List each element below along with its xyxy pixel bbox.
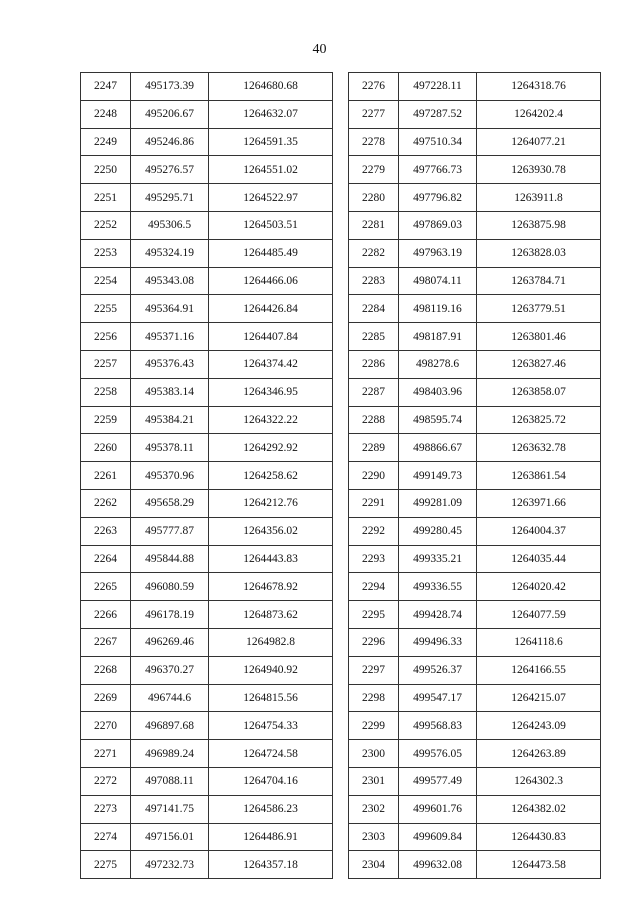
table-row [81,350,333,378]
y-coordinate-cell: 1263875.98 [477,211,601,239]
point-number-cell: 2261 [81,462,131,490]
table-row [81,767,333,795]
table-row [81,156,333,184]
table-row [349,489,601,517]
point-number-cell: 2286 [349,350,399,378]
table-row [349,851,601,879]
y-coordinate-cell: 1264982.8 [209,628,333,656]
point-number-cell: 2248 [81,100,131,128]
x-coordinate-cell: 499149.73 [399,462,477,490]
x-coordinate-cell: 496989.24 [131,740,209,768]
table-row [349,100,601,128]
y-coordinate-cell: 1264503.51 [209,211,333,239]
y-coordinate-cell: 1264374.42 [209,350,333,378]
x-coordinate-cell: 499609.84 [399,823,477,851]
point-number-cell: 2296 [349,628,399,656]
point-number-cell: 2304 [349,851,399,879]
point-number-cell: 2265 [81,573,131,601]
point-number-cell: 2275 [81,851,131,879]
point-number-cell: 2280 [349,184,399,212]
y-coordinate-cell: 1264426.84 [209,295,333,323]
table-row [81,128,333,156]
x-coordinate-cell: 495364.91 [131,295,209,323]
x-coordinate-cell: 498403.96 [399,378,477,406]
x-coordinate-cell: 498187.91 [399,323,477,351]
y-coordinate-cell: 1263858.07 [477,378,601,406]
table-row [349,406,601,434]
x-coordinate-cell: 499280.45 [399,517,477,545]
coordinate-table-left [80,72,333,879]
x-coordinate-cell: 495276.57 [131,156,209,184]
table-row [349,545,601,573]
point-number-cell: 2264 [81,545,131,573]
y-coordinate-cell: 1264322.22 [209,406,333,434]
point-number-cell: 2294 [349,573,399,601]
y-coordinate-cell: 1264586.23 [209,795,333,823]
x-coordinate-cell: 497088.11 [131,767,209,795]
table-row [81,239,333,267]
point-number-cell: 2302 [349,795,399,823]
y-coordinate-cell: 1263779.51 [477,295,601,323]
y-coordinate-cell: 1263801.46 [477,323,601,351]
x-coordinate-cell: 499336.55 [399,573,477,601]
table-row [349,573,601,601]
point-number-cell: 2267 [81,628,131,656]
x-coordinate-cell: 495173.39 [131,73,209,101]
y-coordinate-cell: 1264077.59 [477,601,601,629]
x-coordinate-cell: 495777.87 [131,517,209,545]
x-coordinate-cell: 495295.71 [131,184,209,212]
table-row [81,406,333,434]
point-number-cell: 2269 [81,684,131,712]
point-number-cell: 2258 [81,378,131,406]
point-number-cell: 2303 [349,823,399,851]
y-coordinate-cell: 1264724.58 [209,740,333,768]
point-number-cell: 2251 [81,184,131,212]
table-row [81,795,333,823]
x-coordinate-cell: 499428.74 [399,601,477,629]
x-coordinate-cell: 498119.16 [399,295,477,323]
y-coordinate-cell: 1264407.84 [209,323,333,351]
y-coordinate-cell: 1264004.37 [477,517,601,545]
point-number-cell: 2257 [81,350,131,378]
x-coordinate-cell: 495371.16 [131,323,209,351]
y-coordinate-cell: 1263825.72 [477,406,601,434]
x-coordinate-cell: 499601.76 [399,795,477,823]
y-coordinate-cell: 1264166.55 [477,656,601,684]
x-coordinate-cell: 497510.34 [399,128,477,156]
y-coordinate-cell: 1264212.76 [209,489,333,517]
table-row [81,573,333,601]
y-coordinate-cell: 1264382.02 [477,795,601,823]
table-row [81,73,333,101]
y-coordinate-cell: 1264815.56 [209,684,333,712]
x-coordinate-cell: 499335.21 [399,545,477,573]
table-row [81,740,333,768]
table-row [349,795,601,823]
point-number-cell: 2249 [81,128,131,156]
x-coordinate-cell: 497228.11 [399,73,477,101]
point-number-cell: 2300 [349,740,399,768]
point-number-cell: 2291 [349,489,399,517]
table-row [81,184,333,212]
x-coordinate-cell: 498074.11 [399,267,477,295]
point-number-cell: 2271 [81,740,131,768]
point-number-cell: 2289 [349,434,399,462]
y-coordinate-cell: 1264551.02 [209,156,333,184]
table-row [349,517,601,545]
point-number-cell: 2250 [81,156,131,184]
x-coordinate-cell: 495370.96 [131,462,209,490]
y-coordinate-cell: 1264077.21 [477,128,601,156]
point-number-cell: 2287 [349,378,399,406]
point-number-cell: 2284 [349,295,399,323]
y-coordinate-cell: 1264678.92 [209,573,333,601]
point-number-cell: 2290 [349,462,399,490]
table-row [81,462,333,490]
y-coordinate-cell: 1264020.42 [477,573,601,601]
table-row [81,295,333,323]
x-coordinate-cell: 497766.73 [399,156,477,184]
point-number-cell: 2247 [81,73,131,101]
table-row [349,295,601,323]
point-number-cell: 2292 [349,517,399,545]
x-coordinate-cell: 496744.6 [131,684,209,712]
point-number-cell: 2301 [349,767,399,795]
x-coordinate-cell: 495246.86 [131,128,209,156]
x-coordinate-cell: 499576.05 [399,740,477,768]
point-number-cell: 2283 [349,267,399,295]
point-number-cell: 2268 [81,656,131,684]
table-row [349,184,601,212]
point-number-cell: 2255 [81,295,131,323]
table-row [349,823,601,851]
x-coordinate-cell: 499526.37 [399,656,477,684]
table-row [349,684,601,712]
point-number-cell: 2293 [349,545,399,573]
table-row [81,851,333,879]
y-coordinate-cell: 1264522.97 [209,184,333,212]
y-coordinate-cell: 1263784.71 [477,267,601,295]
x-coordinate-cell: 496370.27 [131,656,209,684]
x-coordinate-cell: 497232.73 [131,851,209,879]
y-coordinate-cell: 1264430.83 [477,823,601,851]
table-row [349,740,601,768]
y-coordinate-cell: 1264357.18 [209,851,333,879]
table-row [81,100,333,128]
y-coordinate-cell: 1264466.06 [209,267,333,295]
point-number-cell: 2285 [349,323,399,351]
y-coordinate-cell: 1264485.49 [209,239,333,267]
x-coordinate-cell: 497287.52 [399,100,477,128]
x-coordinate-cell: 499632.08 [399,851,477,879]
table-row [349,767,601,795]
table-row [81,545,333,573]
y-coordinate-cell: 1264292.92 [209,434,333,462]
point-number-cell: 2270 [81,712,131,740]
point-number-cell: 2253 [81,239,131,267]
x-coordinate-cell: 499496.33 [399,628,477,656]
y-coordinate-cell: 1264473.58 [477,851,601,879]
y-coordinate-cell: 1263971.66 [477,489,601,517]
table-row [349,601,601,629]
y-coordinate-cell: 1264873.62 [209,601,333,629]
x-coordinate-cell: 495376.43 [131,350,209,378]
table-row [349,656,601,684]
y-coordinate-cell: 1263861.54 [477,462,601,490]
table-row [349,73,601,101]
table-row [81,378,333,406]
x-coordinate-cell: 495343.08 [131,267,209,295]
y-coordinate-cell: 1264754.33 [209,712,333,740]
y-coordinate-cell: 1264302.3 [477,767,601,795]
point-number-cell: 2260 [81,434,131,462]
x-coordinate-cell: 496269.46 [131,628,209,656]
x-coordinate-cell: 499577.49 [399,767,477,795]
y-coordinate-cell: 1264704.16 [209,767,333,795]
point-number-cell: 2281 [349,211,399,239]
x-coordinate-cell: 495844.88 [131,545,209,573]
table-row [349,211,601,239]
table-row [81,656,333,684]
table-row [81,823,333,851]
point-number-cell: 2277 [349,100,399,128]
x-coordinate-cell: 495383.14 [131,378,209,406]
x-coordinate-cell: 497156.01 [131,823,209,851]
point-number-cell: 2263 [81,517,131,545]
x-coordinate-cell: 497141.75 [131,795,209,823]
table-row [81,628,333,656]
x-coordinate-cell: 496080.59 [131,573,209,601]
y-coordinate-cell: 1264346.95 [209,378,333,406]
table-row [81,489,333,517]
table-row [349,712,601,740]
x-coordinate-cell: 499547.17 [399,684,477,712]
table-row [349,239,601,267]
point-number-cell: 2297 [349,656,399,684]
point-number-cell: 2259 [81,406,131,434]
x-coordinate-cell: 495324.19 [131,239,209,267]
y-coordinate-cell: 1264318.76 [477,73,601,101]
table-row [81,267,333,295]
point-number-cell: 2252 [81,211,131,239]
x-coordinate-cell: 497963.19 [399,239,477,267]
table-row [349,628,601,656]
x-coordinate-cell: 495306.5 [131,211,209,239]
table-row [349,128,601,156]
table-row [81,323,333,351]
x-coordinate-cell: 498278.6 [399,350,477,378]
point-number-cell: 2278 [349,128,399,156]
coordinate-table-right [348,72,601,879]
point-number-cell: 2273 [81,795,131,823]
x-coordinate-cell: 496897.68 [131,712,209,740]
point-number-cell: 2254 [81,267,131,295]
y-coordinate-cell: 1264202.4 [477,100,601,128]
y-coordinate-cell: 1263632.78 [477,434,601,462]
point-number-cell: 2262 [81,489,131,517]
y-coordinate-cell: 1264258.62 [209,462,333,490]
point-number-cell: 2266 [81,601,131,629]
table-row [349,378,601,406]
y-coordinate-cell: 1264940.92 [209,656,333,684]
y-coordinate-cell: 1264263.89 [477,740,601,768]
x-coordinate-cell: 497869.03 [399,211,477,239]
y-coordinate-cell: 1264035.44 [477,545,601,573]
y-coordinate-cell: 1264443.83 [209,545,333,573]
y-coordinate-cell: 1264356.02 [209,517,333,545]
table-row [81,434,333,462]
x-coordinate-cell: 499568.83 [399,712,477,740]
x-coordinate-cell: 495384.21 [131,406,209,434]
point-number-cell: 2256 [81,323,131,351]
y-coordinate-cell: 1264118.6 [477,628,601,656]
x-coordinate-cell: 498866.67 [399,434,477,462]
y-coordinate-cell: 1264632.07 [209,100,333,128]
table-row [349,267,601,295]
y-coordinate-cell: 1263911.8 [477,184,601,212]
y-coordinate-cell: 1264243.09 [477,712,601,740]
table-row [81,712,333,740]
y-coordinate-cell: 1263828.03 [477,239,601,267]
y-coordinate-cell: 1264680.68 [209,73,333,101]
point-number-cell: 2282 [349,239,399,267]
table-row [349,350,601,378]
table-row [81,517,333,545]
table-row [349,323,601,351]
table-row [349,462,601,490]
point-number-cell: 2274 [81,823,131,851]
page-number: 40 [312,42,327,57]
table-row [81,684,333,712]
x-coordinate-cell: 496178.19 [131,601,209,629]
point-number-cell: 2298 [349,684,399,712]
table-row [81,211,333,239]
table-row [349,156,601,184]
y-coordinate-cell: 1264591.35 [209,128,333,156]
y-coordinate-cell: 1263930.78 [477,156,601,184]
y-coordinate-cell: 1263827.46 [477,350,601,378]
x-coordinate-cell: 499281.09 [399,489,477,517]
point-number-cell: 2295 [349,601,399,629]
x-coordinate-cell: 495206.67 [131,100,209,128]
point-number-cell: 2276 [349,73,399,101]
y-coordinate-cell: 1264486.91 [209,823,333,851]
point-number-cell: 2288 [349,406,399,434]
point-number-cell: 2272 [81,767,131,795]
x-coordinate-cell: 498595.74 [399,406,477,434]
table-row [349,434,601,462]
point-number-cell: 2299 [349,712,399,740]
x-coordinate-cell: 497796.82 [399,184,477,212]
point-number-cell: 2279 [349,156,399,184]
x-coordinate-cell: 495378.11 [131,434,209,462]
y-coordinate-cell: 1264215.07 [477,684,601,712]
x-coordinate-cell: 495658.29 [131,489,209,517]
table-row [81,601,333,629]
